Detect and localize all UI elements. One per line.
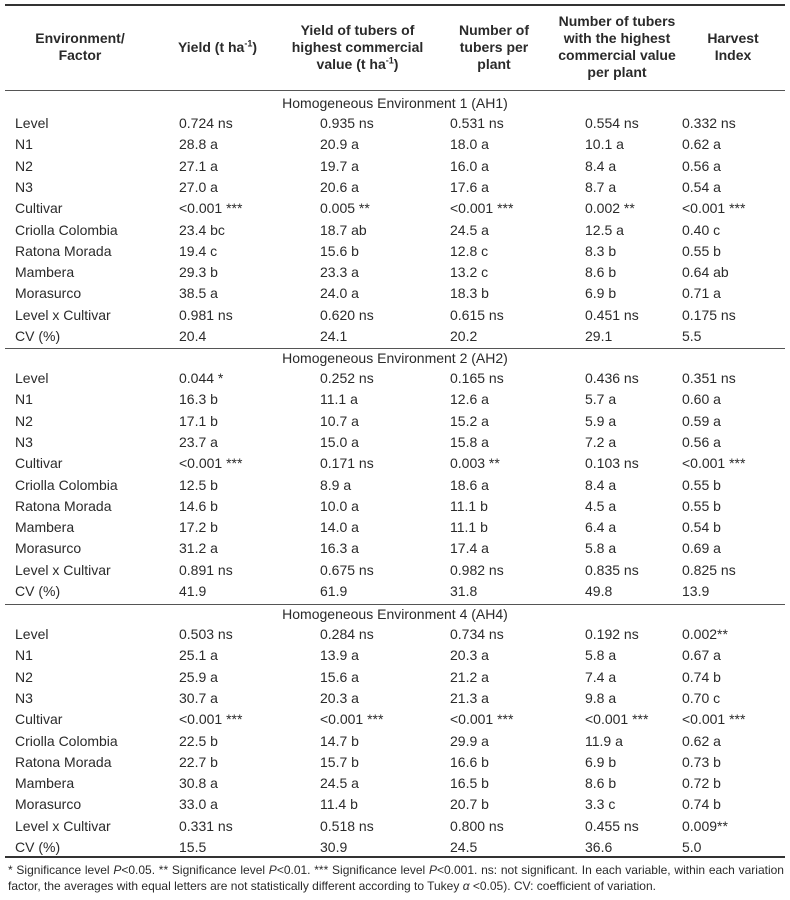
table-cell: 7.2 a: [585, 433, 617, 450]
table-cell: 36.6: [585, 839, 613, 855]
row-label: N2: [15, 412, 33, 429]
table-row: [5, 326, 785, 347]
row-label: CV (%): [15, 583, 61, 599]
table-cell: 7.4 a: [585, 668, 617, 685]
header-line: commercial value: [558, 47, 676, 63]
table-row: [5, 752, 785, 773]
row-label: Level x Cultivar: [15, 306, 111, 323]
table-row: [5, 241, 785, 262]
table-row: [5, 220, 785, 241]
table-cell: 0.002**: [682, 626, 728, 642]
table-cell: 0.891 ns: [179, 561, 233, 578]
table-cell: 16.3 b: [179, 391, 218, 408]
table-cell: 31.8: [450, 583, 478, 599]
table-cell: 0.55 b: [682, 242, 721, 259]
table-cell: 25.9 a: [179, 668, 218, 685]
header-line: [292, 56, 424, 73]
row-label: N2: [15, 157, 33, 174]
table-cell: 61.9: [320, 583, 348, 599]
table-cell: 14.6 b: [179, 497, 218, 514]
table-section: [5, 604, 785, 858]
table-cell: 0.71 a: [682, 285, 721, 302]
row-label: Criolla Colombia: [15, 221, 118, 238]
table-cell: 0.62 a: [682, 732, 721, 749]
header-yield-highest-value: [280, 6, 435, 88]
header-line: Index: [714, 47, 752, 63]
table-cell: 13.2 c: [450, 264, 489, 281]
header-superscript: -1: [244, 37, 253, 48]
table-section: [5, 348, 785, 602]
table-cell: 0.171 ns: [320, 455, 374, 472]
header-tubers-per-plant: [435, 6, 553, 88]
table-cell: 0.55 b: [682, 476, 721, 493]
row-label: N2: [15, 668, 33, 685]
table-cell: 0.56 a: [682, 157, 721, 174]
table-cell: 17.1 b: [179, 412, 218, 429]
table-row: [5, 773, 785, 794]
section-title: Homogeneous Environment 4 (AH4): [282, 606, 508, 622]
table-cell: 10.7 a: [320, 412, 359, 429]
table-cell: 0.60 a: [682, 391, 721, 408]
table-cell: <0.001 ***: [179, 455, 243, 472]
table-cell: <0.001 ***: [179, 200, 243, 217]
table-row: [5, 198, 785, 219]
table-cell: 11.9 a: [585, 732, 623, 749]
table-cell: 8.3 b: [585, 242, 617, 259]
row-label: CV (%): [15, 328, 61, 344]
header-line: [178, 39, 257, 56]
table-cell: 20.2: [450, 328, 478, 344]
table-cell: 15.6 a: [320, 668, 359, 685]
table-row: [5, 794, 785, 815]
table-cell: 0.009**: [682, 817, 728, 834]
row-label: Morasurco: [15, 796, 82, 813]
table-cell: 8.7 a: [585, 178, 617, 195]
table-row: [5, 262, 785, 283]
table-cell: 0.70 c: [682, 689, 721, 706]
table-cell: 6.9 b: [585, 753, 617, 770]
table-cell: 0.55 b: [682, 497, 721, 514]
table-cell: 6.9 b: [585, 285, 617, 302]
table-row: [5, 816, 785, 837]
header-environment-factor: [5, 6, 155, 88]
table-cell: 18.6 a: [450, 476, 489, 493]
table-cell: 0.54 a: [682, 178, 721, 195]
table-cell: 22.5 b: [179, 732, 218, 749]
table-cell: 18.0 a: [450, 136, 489, 153]
table-cell: 0.044 *: [179, 370, 224, 386]
table-cell: 29.3 b: [179, 264, 218, 281]
table-cell: 38.5 a: [179, 285, 218, 302]
table-cell: 17.4 a: [450, 540, 489, 557]
table-row: [5, 688, 785, 709]
table-cell: 14.7 b: [320, 732, 359, 749]
table-cell: 15.0 a: [320, 433, 359, 450]
table-cell: 12.5 a: [585, 221, 624, 238]
table-row: [5, 731, 785, 752]
table-cell: 20.3 a: [450, 647, 489, 664]
table-cell: 19.7 a: [320, 157, 359, 174]
table-cell: 29.9 a: [450, 732, 489, 749]
table-cell: 21.3 a: [450, 689, 489, 706]
row-label: N1: [15, 647, 33, 664]
header-line: Yield of tubers of: [300, 21, 415, 38]
row-label: Ratona Morada: [15, 242, 112, 259]
row-label: N3: [15, 433, 33, 450]
table-cell: 14.0 a: [320, 519, 359, 536]
row-label: N3: [15, 178, 33, 195]
table-cell: 0.531 ns: [450, 115, 504, 131]
table-cell: 13.9 a: [320, 647, 359, 664]
table-cell: 13.9: [682, 583, 710, 599]
table-row: [5, 113, 785, 134]
table-row: [5, 538, 785, 559]
table-cell: 0.54 b: [682, 519, 721, 536]
table-cell: 24.5 a: [320, 775, 359, 792]
table-footnote: [8, 862, 784, 894]
table-cell: <0.001 ***: [682, 455, 746, 472]
table-cell: 33.0 a: [179, 796, 218, 813]
header-line: tubers per: [459, 38, 529, 55]
table-cell: 0.825 ns: [682, 561, 736, 578]
table-cell: 3.3 c: [585, 796, 616, 813]
table-cell: 0.67 a: [682, 647, 721, 664]
header-yield: [155, 6, 280, 88]
header-text: value (t ha: [316, 55, 386, 72]
table-cell: 0.59 a: [682, 412, 721, 429]
table-cell: 0.175 ns: [682, 306, 736, 323]
footnote-text: <0.01. *** Significance level: [276, 863, 429, 877]
table-cell: 0.982 ns: [450, 561, 504, 578]
table-cell: 41.9: [179, 583, 207, 599]
table-cell: 0.734 ns: [450, 626, 504, 642]
table-cell: 0.935 ns: [320, 115, 374, 131]
table-cell: 9.8 a: [585, 689, 617, 706]
table-cell: <0.001 ***: [179, 711, 243, 728]
table-cell: 0.005 **: [320, 200, 370, 217]
table-cell: 21.2 a: [450, 668, 489, 685]
table-cell: 11.4 b: [320, 796, 358, 813]
table-cell: 22.7 b: [179, 753, 218, 770]
table-cell: <0.001 ***: [320, 711, 384, 728]
table-row: [5, 283, 785, 304]
row-label: Level: [15, 370, 49, 386]
header-line: Factor: [58, 47, 102, 63]
footnote-text: * Significance level: [8, 863, 114, 877]
footnote-text: <0.05. ** Significance level: [121, 863, 269, 877]
row-label: Criolla Colombia: [15, 476, 118, 493]
header-superscript: -1: [385, 54, 394, 65]
table-cell: <0.001 ***: [585, 711, 649, 728]
table-cell: 8.4 a: [585, 476, 617, 493]
table-cell: 20.4: [179, 328, 207, 344]
table-cell: 49.8: [585, 583, 613, 599]
row-label: Mambera: [15, 775, 75, 792]
table-cell: 24.5: [450, 839, 478, 855]
table-cell: 20.6 a: [320, 178, 359, 195]
footnote-alpha: α: [462, 879, 470, 893]
table-cell: 8.9 a: [320, 476, 352, 493]
table-row: [5, 389, 785, 410]
table-cell: <0.001 ***: [682, 200, 746, 217]
table-cell: 15.6 b: [320, 242, 359, 259]
header-line: Number of tubers: [558, 13, 676, 29]
table-cell: 23.3 a: [320, 264, 359, 281]
footnote-italic: P: [268, 863, 277, 877]
table-cell: 18.7 ab: [320, 221, 367, 238]
table-cell: 11.1 b: [450, 519, 488, 536]
table-cell: 17.2 b: [179, 519, 218, 536]
row-label: Cultivar: [15, 455, 63, 472]
table-cell: 0.351 ns: [682, 370, 736, 386]
table-cell: 0.455 ns: [585, 817, 639, 834]
table-cell: 0.69 a: [682, 540, 721, 557]
table-row: [5, 624, 785, 645]
table-row: [5, 475, 785, 496]
table-cell: 0.002 **: [585, 200, 635, 217]
table-cell: 5.9 a: [585, 412, 617, 429]
table-cell: 0.64 ab: [682, 264, 729, 281]
table-cell: 0.620 ns: [320, 306, 374, 323]
table-cell: 15.2 a: [450, 412, 489, 429]
row-label: Level: [15, 626, 49, 642]
header-rule: [5, 90, 785, 91]
row-label: Level x Cultivar: [15, 817, 111, 834]
table-cell: 23.4 bc: [179, 221, 225, 238]
table-row: [5, 453, 785, 474]
row-label: Morasurco: [15, 285, 82, 302]
row-label: CV (%): [15, 839, 61, 855]
table-row: [5, 496, 785, 517]
table-cell: 8.6 b: [585, 775, 617, 792]
table-row: [5, 305, 785, 326]
table-cell: 5.7 a: [585, 391, 617, 408]
table-cell: 10.0 a: [320, 497, 359, 514]
table-cell: 16.0 a: [450, 157, 489, 174]
row-label: N1: [15, 136, 33, 153]
table-cell: 24.5 a: [450, 221, 489, 238]
row-label: Level: [15, 115, 49, 131]
row-label: Criolla Colombia: [15, 732, 118, 749]
table-cell: 10.1 a: [585, 136, 624, 153]
footnote-text: <0.05). CV: coefficient of variation.: [469, 879, 656, 893]
table-cell: 31.2 a: [179, 540, 218, 557]
section-rule: [5, 348, 785, 349]
table-cell: 0.331 ns: [179, 817, 233, 834]
table-row: [5, 432, 785, 453]
row-label: Morasurco: [15, 540, 82, 557]
table-cell: 0.73 b: [682, 753, 721, 770]
header-line: per plant: [587, 64, 647, 80]
table-cell: 0.74 b: [682, 668, 721, 685]
row-label: Level x Cultivar: [15, 561, 111, 578]
row-label: Mambera: [15, 519, 75, 536]
table-cell: 12.5 b: [179, 476, 218, 493]
table-cell: <0.001 ***: [682, 711, 746, 728]
table-cell: 0.103 ns: [585, 455, 639, 472]
table-cell: 0.165 ns: [450, 370, 504, 386]
row-label: Cultivar: [15, 200, 63, 217]
header-text: ): [252, 38, 258, 55]
table-cell: 29.1: [585, 328, 613, 344]
table-cell: 0.835 ns: [585, 561, 639, 578]
table-cell: 0.503 ns: [179, 626, 233, 642]
table-cell: 24.1: [320, 328, 348, 344]
table-cell: 27.1 a: [179, 157, 218, 174]
table-cell: 5.8 a: [585, 647, 617, 664]
header-line: with the highest: [563, 30, 671, 46]
table-cell: 19.4 c: [179, 242, 218, 259]
table-cell: 0.451 ns: [585, 306, 639, 323]
table-cell: 0.40 c: [682, 221, 721, 238]
header-line: highest commercial: [291, 38, 424, 55]
table-cell: 0.332 ns: [682, 115, 736, 131]
table-cell: 24.0 a: [320, 285, 359, 302]
table-cell: 15.8 a: [450, 433, 489, 450]
table-row: [5, 517, 785, 538]
table-cell: 18.3 b: [450, 285, 489, 302]
table-row: [5, 156, 785, 177]
table-row: [5, 560, 785, 581]
table-cell: 0.436 ns: [585, 370, 639, 386]
table-cell: 0.192 ns: [585, 626, 639, 642]
table-row: [5, 177, 785, 198]
table-cell: 16.5 b: [450, 775, 489, 792]
header-text: ): [393, 55, 399, 72]
table-cell: 20.3 a: [320, 689, 359, 706]
table-cell: 0.72 b: [682, 775, 721, 792]
table-cell: 0.554 ns: [585, 115, 639, 131]
table-cell: 0.724 ns: [179, 115, 233, 131]
table-cell: 8.4 a: [585, 157, 617, 174]
table-cell: 15.7 b: [320, 753, 359, 770]
section-title: Homogeneous Environment 1 (AH1): [282, 95, 508, 111]
row-label: Ratona Morada: [15, 497, 112, 514]
table-cell: 8.6 b: [585, 264, 617, 281]
table-cell: 0.003 **: [450, 455, 500, 472]
table-cell: 12.8 c: [450, 242, 489, 259]
table-cell: 0.981 ns: [179, 306, 233, 323]
table-cell: 4.5 a: [585, 497, 617, 514]
table-row: [5, 134, 785, 155]
table-cell: 16.3 a: [320, 540, 359, 557]
table-cell: 0.252 ns: [320, 370, 374, 386]
table-cell: 0.518 ns: [320, 817, 374, 834]
table-cell: 28.8 a: [179, 136, 218, 153]
table-row: [5, 581, 785, 602]
table-cell: 0.284 ns: [320, 626, 374, 642]
row-label: Mambera: [15, 264, 75, 281]
header-line: plant: [477, 55, 511, 72]
table-cell: 30.8 a: [179, 775, 218, 792]
table-cell: 27.0 a: [179, 178, 218, 195]
header-line: Number of: [459, 21, 529, 38]
header-line: Environment/: [35, 30, 125, 46]
table-cell: 6.4 a: [585, 519, 617, 536]
table-cell: 17.6 a: [450, 178, 489, 195]
header-harvest-index: [681, 6, 785, 88]
footnote-text: <0.001. ns: not significant. In each variable, within each variation factor, the averages with equal letters are not statistically different according to Tukey: [8, 863, 784, 893]
table-cell: 0.615 ns: [450, 306, 504, 323]
table-cell: 23.7 a: [179, 433, 218, 450]
table-cell: 5.5: [682, 328, 702, 344]
table-cell: 0.675 ns: [320, 561, 374, 578]
table-row: [5, 368, 785, 389]
header-tubers-highest-value: [553, 6, 681, 88]
table-row: [5, 667, 785, 688]
table-cell: <0.001 ***: [450, 711, 514, 728]
table-header: [5, 6, 785, 88]
section-title: Homogeneous Environment 2 (AH2): [282, 350, 508, 366]
table-cell: 20.7 b: [450, 796, 489, 813]
table-cell: 25.1 a: [179, 647, 218, 664]
table-row: [5, 709, 785, 730]
table-cell: 5.8 a: [585, 540, 617, 557]
row-label: Ratona Morada: [15, 753, 112, 770]
table-cell: 0.62 a: [682, 136, 721, 153]
table-cell: 30.7 a: [179, 689, 218, 706]
footnote-italic: P: [113, 863, 122, 877]
table-cell: 5.0: [682, 839, 702, 855]
table-cell: 20.9 a: [320, 136, 359, 153]
table-cell: 15.5: [179, 839, 207, 855]
table-cell: 0.56 a: [682, 433, 721, 450]
row-label: Cultivar: [15, 711, 63, 728]
row-label: N1: [15, 391, 33, 408]
bottom-rule: [5, 856, 785, 858]
header-text: Yield (t ha: [177, 38, 245, 55]
table-cell: 11.1 b: [450, 497, 488, 514]
table-cell: <0.001 ***: [450, 200, 514, 217]
footnote-italic: P: [428, 863, 437, 877]
table-cell: 30.9: [320, 839, 348, 855]
table-row: [5, 411, 785, 432]
table-cell: 0.800 ns: [450, 817, 504, 834]
table-section: [5, 93, 785, 347]
table-cell: 12.6 a: [450, 391, 489, 408]
table-cell: 16.6 b: [450, 753, 489, 770]
table-cell: 11.1 a: [320, 391, 358, 408]
row-label: N3: [15, 689, 33, 706]
table-row: [5, 645, 785, 666]
section-rule: [5, 604, 785, 605]
header-line: Harvest: [707, 30, 759, 46]
table-cell: 0.74 b: [682, 796, 721, 813]
